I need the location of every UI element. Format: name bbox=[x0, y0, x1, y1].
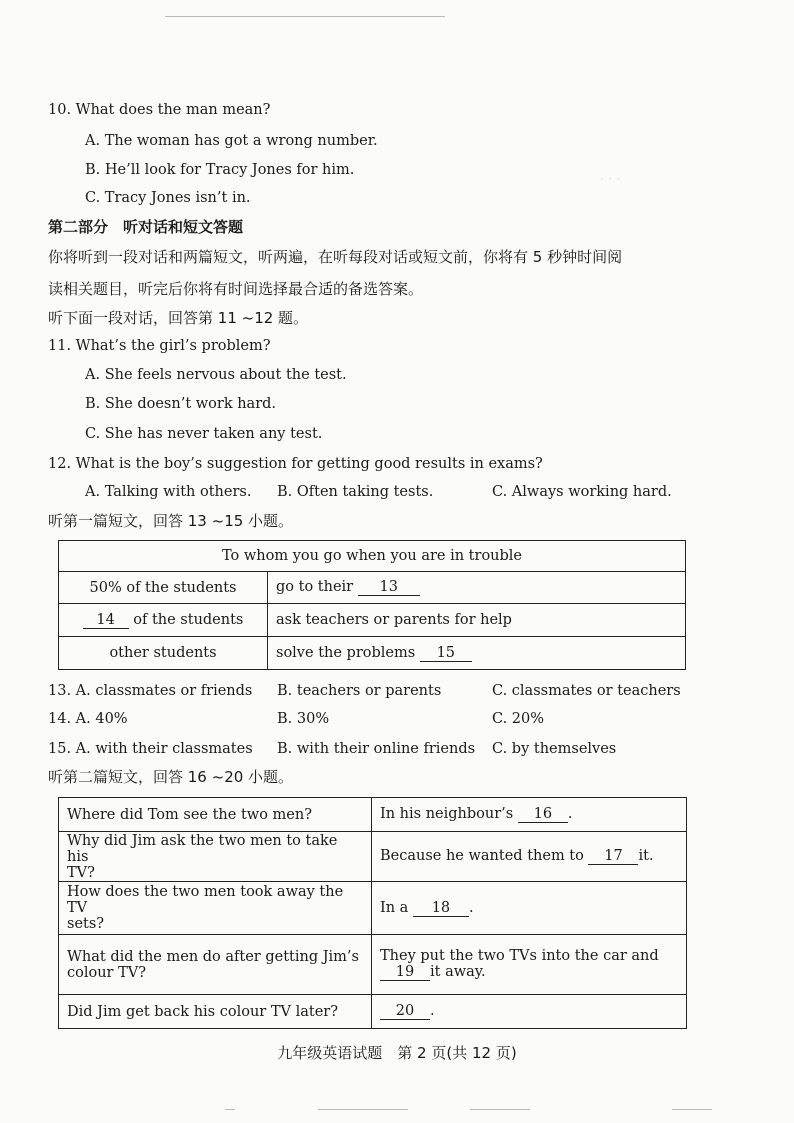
q11-stem: 11. What’s the girl’s problem? bbox=[48, 338, 271, 354]
part2-instructions-line1: 你将听到一段对话和两篇短文，听两遍，在听每段对话或短文前，你将有 5 秒钟时间阅 bbox=[48, 248, 623, 266]
blank-16: 16 bbox=[518, 806, 568, 823]
top-rule bbox=[165, 16, 445, 17]
table2-answer bbox=[372, 798, 687, 832]
q12-option-b: B. Often taking tests. bbox=[277, 484, 434, 500]
q11-option-a: A. She feels nervous about the test. bbox=[85, 367, 347, 383]
q15-option-c: C. by themselves bbox=[492, 741, 617, 757]
dialog-intro: 听下面一段对话，回答第 11 ~12 题。 bbox=[48, 309, 309, 327]
table1-cell-text: go to their bbox=[276, 579, 358, 595]
table1-cell bbox=[59, 604, 268, 637]
blank-13: 13 bbox=[358, 579, 420, 596]
q13-option-c: C. classmates or teachers bbox=[492, 683, 681, 699]
blank-15: 15 bbox=[420, 645, 472, 662]
part2-instructions-line2: 读相关题目，听完后你将有时间选择最合适的备选答案。 bbox=[48, 280, 424, 298]
q11-option-c: C. She has never taken any test. bbox=[85, 426, 323, 442]
table2-answer bbox=[372, 882, 687, 935]
table-row bbox=[59, 882, 687, 935]
part2-title: 第二部分 听对话和短文答题 bbox=[48, 218, 244, 236]
q15-option-a: 15. A. with their classmates bbox=[48, 741, 253, 757]
blank-14: 14 bbox=[83, 612, 129, 629]
table2-answer-text: Because he wanted them to bbox=[380, 848, 589, 864]
blank-19: 19 bbox=[380, 964, 430, 981]
table1-cell: other students bbox=[59, 637, 268, 670]
table-row bbox=[59, 572, 686, 604]
blank-18: 18 bbox=[413, 900, 469, 917]
q12-stem: 12. What is the boy’s suggestion for getting good results in exams? bbox=[48, 456, 543, 472]
table2-answer-line: They put the two TVs into the car and bbox=[380, 948, 659, 964]
table2-question: Did Jim get back his colour TV later? bbox=[59, 995, 372, 1029]
table2-question-line: What did the men do after getting Jim’s bbox=[67, 948, 359, 965]
table-row bbox=[59, 604, 686, 637]
table2-answer-text: . bbox=[468, 899, 474, 916]
q10-stem: 10. What does the man mean? bbox=[48, 102, 271, 118]
table2-question-line: How does the two men took away the TV bbox=[67, 884, 344, 916]
bottom-rule bbox=[672, 1109, 712, 1110]
table2-answer-text: it. bbox=[638, 848, 654, 864]
table2-question-line: colour TV? bbox=[67, 964, 147, 981]
q10-option-c: C. Tracy Jones isn’t in. bbox=[85, 190, 251, 206]
bottom-rule bbox=[470, 1109, 530, 1110]
page-footer: 九年级英语试题 第 2 页(共 12 页) bbox=[277, 1044, 517, 1062]
table-row bbox=[59, 995, 687, 1029]
table2-question bbox=[59, 882, 372, 935]
q14-option-a: 14. A. 40% bbox=[48, 711, 128, 727]
q12-option-c: C. Always working hard. bbox=[492, 484, 672, 500]
table-row bbox=[59, 798, 687, 832]
table2-answer-text: In a bbox=[380, 899, 413, 916]
table2-answer bbox=[372, 832, 687, 882]
table1-title: To whom you go when you are in trouble bbox=[59, 541, 686, 572]
table1-cell: ask teachers or parents for help bbox=[268, 604, 686, 637]
table2-question-line: TV? bbox=[67, 864, 95, 881]
blank-20: 20 bbox=[380, 1003, 430, 1020]
bottom-rule bbox=[225, 1109, 235, 1110]
q15-option-b: B. with their online friends bbox=[277, 741, 476, 757]
table-row bbox=[59, 637, 686, 670]
table2-question-line: sets? bbox=[67, 916, 105, 932]
q13-option-b: B. teachers or parents bbox=[277, 683, 442, 699]
q13-option-a: 13. A. classmates or friends bbox=[48, 683, 253, 699]
table1-cell-text: of the students bbox=[128, 611, 244, 628]
table2-answer-text: . bbox=[567, 806, 573, 822]
table2-answer-text: In his neighbour’s bbox=[380, 806, 518, 822]
table2-question-line: Why did Jim ask the two men to take his bbox=[67, 832, 338, 865]
table-row bbox=[59, 935, 687, 995]
table1-cell-text: solve the problems bbox=[276, 644, 420, 661]
q14-option-c: C. 20% bbox=[492, 711, 545, 727]
table1-cell: 50% of the students bbox=[59, 572, 268, 604]
passage1-table bbox=[58, 540, 686, 670]
table-row bbox=[59, 832, 687, 882]
q10-option-a: A. The woman has got a wrong number. bbox=[85, 133, 378, 149]
table2-question: Where did Tom see the two men? bbox=[59, 798, 372, 832]
table2-answer bbox=[372, 935, 687, 995]
blank-17: 17 bbox=[588, 848, 638, 865]
bottom-rule bbox=[318, 1109, 408, 1110]
table1-cell bbox=[268, 572, 686, 604]
passage1-intro: 听第一篇短文，回答 13 ~15 小题。 bbox=[48, 512, 294, 530]
q14-option-b: B. 30% bbox=[277, 711, 330, 727]
table2-answer bbox=[372, 995, 687, 1029]
table2-answer-text: . bbox=[430, 1003, 435, 1019]
q10-option-b: B. He’ll look for Tracy Jones for him. bbox=[85, 162, 355, 178]
bleed-through-text: · · · bbox=[600, 172, 621, 187]
table2-answer-text: it away. bbox=[430, 964, 486, 980]
passage2-table bbox=[58, 797, 687, 1029]
table2-question bbox=[59, 935, 372, 995]
table2-question bbox=[59, 832, 372, 882]
table1-cell bbox=[268, 637, 686, 670]
q12-option-a: A. Talking with others. bbox=[85, 484, 252, 500]
q11-option-b: B. She doesn’t work hard. bbox=[85, 396, 277, 412]
passage2-intro: 听第二篇短文，回答 16 ~20 小题。 bbox=[48, 768, 294, 786]
